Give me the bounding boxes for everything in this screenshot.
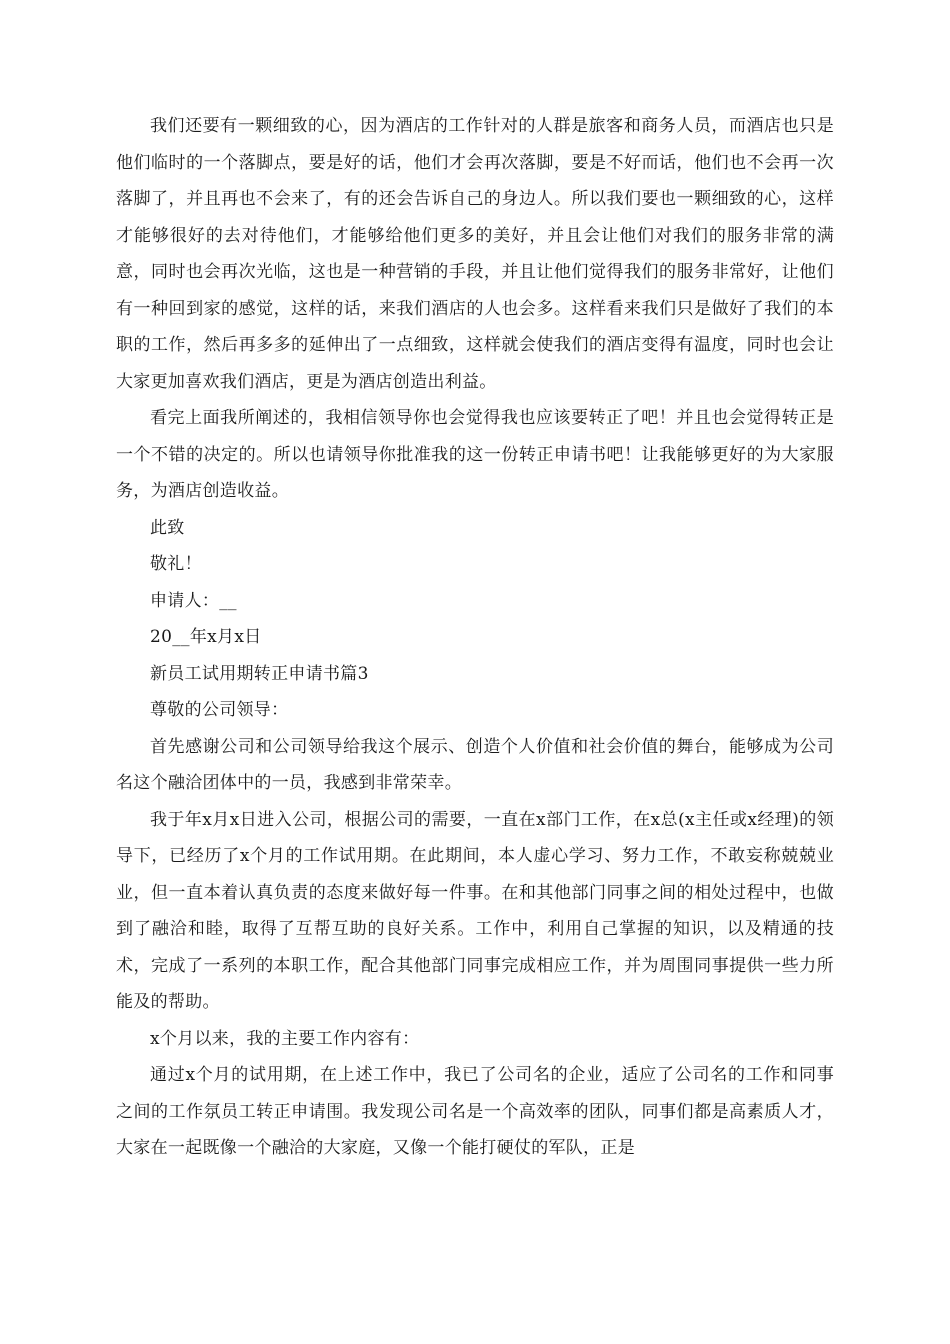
work-intro-line: x个月以来，我的主要工作内容有： [150,1028,420,1049]
paragraph-work-experience: 我于年x月x日进入公司，根据公司的需要，一直在x部门工作，在x总(x主任或x经理)的领导下，已经历了x个月的工作试用期。在此期间，本人虚心学习、努力工作，不敢妄称兢兢业业，但一直本着认真负责的态度来做好每一件事。在和其他部门同事之间的相处过程中，也做到了融洽和睦，取得了互帮互助的良好关系。工作中，利用自己掌握的知识，以及精通的技术，完成了一系列的本职工作，配合其他部门同事完成相应工作，并为周围同事提供一些力所能及的帮助。 [116,809,834,1012]
document-body [116,108,834,1167]
section-title: 新员工试用期转正申请书篇3 [150,663,369,684]
paragraph-hotel-attention: 我们还要有一颗细致的心，因为酒店的工作针对的人群是旅客和商务人员，而酒店也只是他们临时的一个落脚点，要是好的话，他们才会再次落脚，要是不好而话，他们也不会再一次落脚了，并且再也不会来了，有的还会告诉自己的身边人。所以我们要也一颗细致的心，这样才能够很好的去对待他们，才能够给他们更多的美好，并且会让他们对我们的服务非常的满意，同时也会再次光临，这也是一种营销的手段，并且让他们觉得我们的服务非常好，让他们有一种回到家的感觉，这样的话，来我们酒店的人也会多。这样看来我们只是做好了我们的本职的工作，然后再多多的延伸出了一点细致，这样就会使我们的酒店变得有温度，同时也会让大家更加喜欢我们酒店，更是为酒店创造出利益。 [116,116,834,392]
closing-text: 此致 [150,517,185,538]
date-line: 20__年x月x日 [150,627,262,647]
greeting-line: 尊敬的公司领导： [150,700,289,720]
applicant-line: 申请人：__ [150,590,237,611]
paragraph-thanks: 首先感谢公司和公司领导给我这个展示、创造个人价值和社会价值的舞台，能够成为公司名这个融洽团体中的一员，我感到非常荣幸。 [116,736,834,793]
paragraph-trial-summary: 通过x个月的试用期，在上述工作中，我已了公司名的企业，适应了公司名的工作和同事之间的工作氛员工转正申请围。我发现公司名是一个高效率的团队，同事们都是高素质人才，大家在一起既像一个融洽的大家庭，又像一个能打硬仗的军队，正是 [116,1065,834,1158]
salute-text: 敬礼！ [150,554,202,574]
paragraph-request-approval: 看完上面我所阐述的，我相信领导你也会觉得我也应该要转正了吧！并且也会觉得转正是一个不错的决定的。所以也请领导你批准我的这一份转正申请书吧！让我能够更好的为大家服务，为酒店创造收益。 [116,408,834,501]
